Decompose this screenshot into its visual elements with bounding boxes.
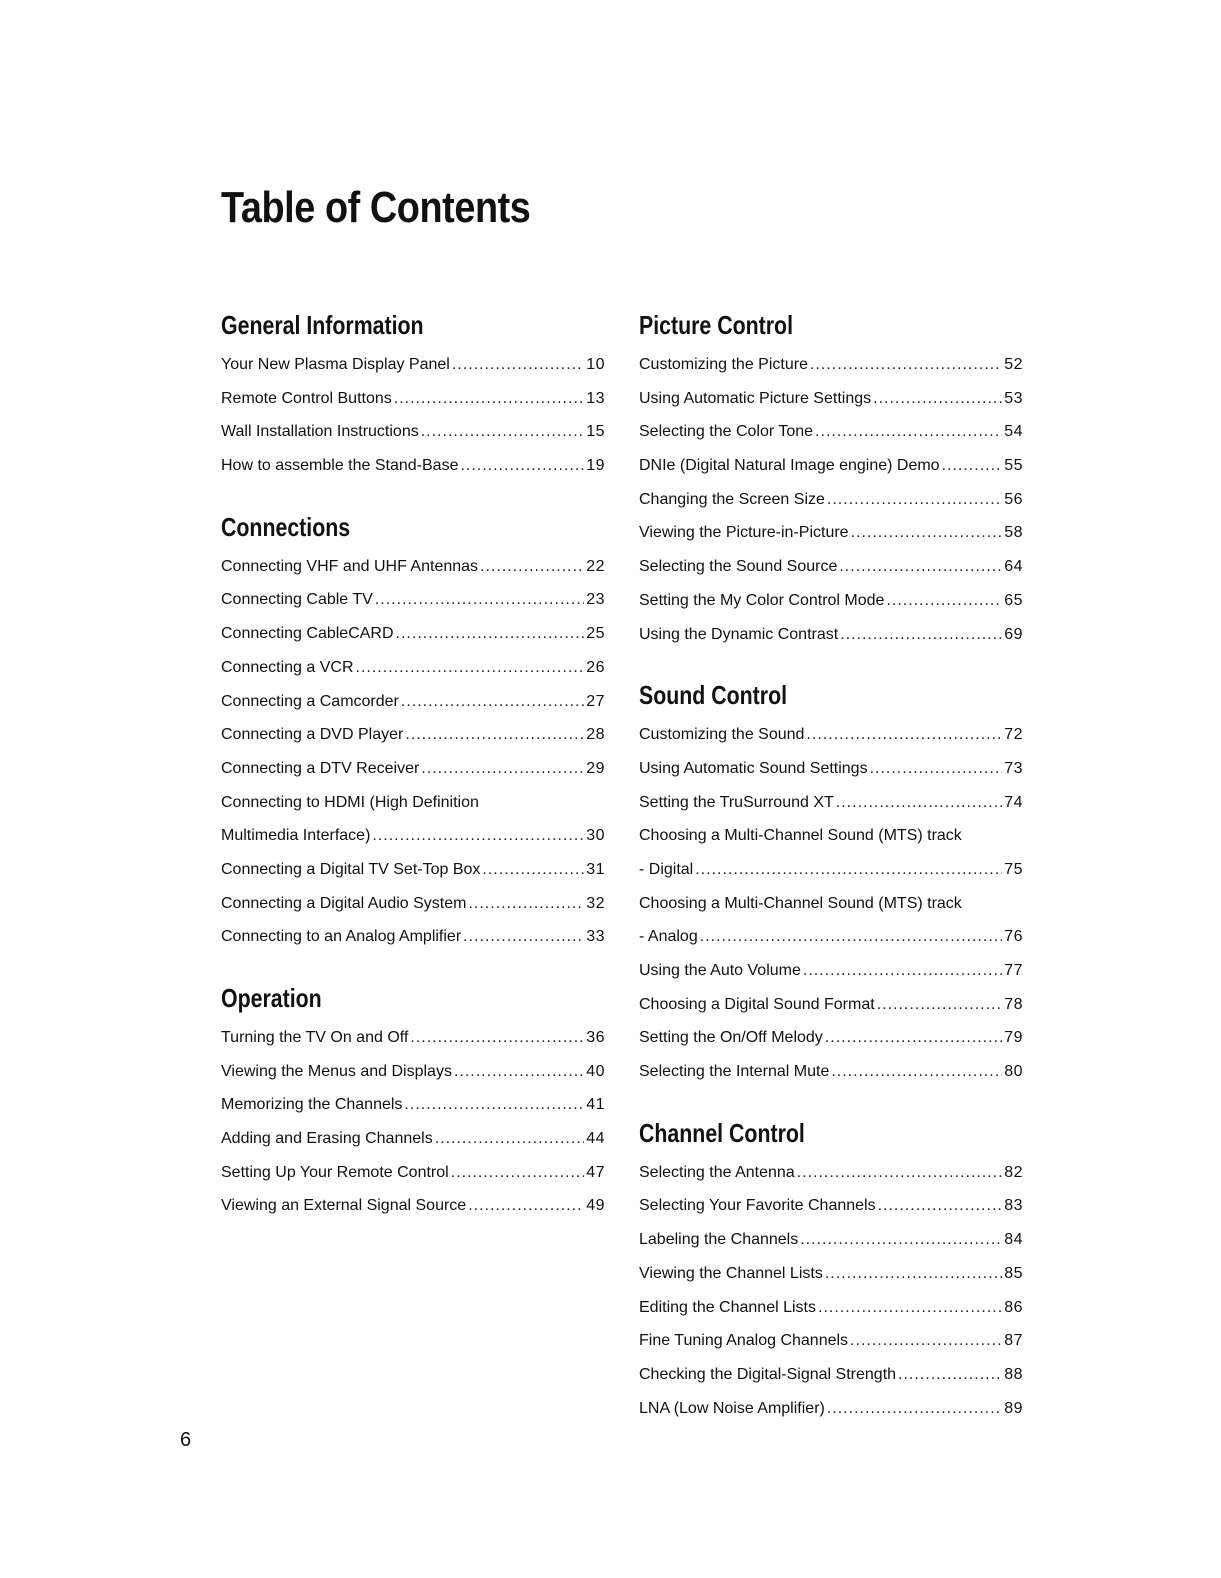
entry-page-number: 54 xyxy=(1004,423,1023,441)
toc-entry[interactable] xyxy=(639,988,1023,1022)
entry-title: Checking the Digital-Signal Strength xyxy=(639,1365,897,1383)
dot-leader xyxy=(468,1189,584,1223)
dot-leader xyxy=(421,415,584,449)
dot-leader xyxy=(404,1088,584,1122)
entry-page-number: 29 xyxy=(586,759,605,777)
dot-leader xyxy=(375,583,584,617)
dot-leader xyxy=(942,449,1003,483)
toc-entry[interactable] xyxy=(221,1189,605,1223)
entry-page-number: 40 xyxy=(586,1062,605,1080)
section-heading: Connections xyxy=(221,511,351,542)
entry-page-number: 36 xyxy=(586,1029,605,1046)
entry-continuation xyxy=(221,819,605,853)
entry-page-number: 78 xyxy=(1004,995,1023,1013)
entry-title-line: - Digital xyxy=(639,860,694,878)
toc-entry[interactable] xyxy=(639,1189,1023,1223)
entry-page-number: 32 xyxy=(586,894,605,912)
dot-leader xyxy=(421,752,584,786)
dot-leader xyxy=(482,853,584,887)
entry-title: Connecting a DTV Receiver xyxy=(221,759,420,777)
entry-page-number: 86 xyxy=(1004,1298,1023,1316)
entry-title: Viewing the Menus and Displays xyxy=(221,1062,452,1080)
toc-entry[interactable] xyxy=(639,348,1023,382)
toc-entry[interactable] xyxy=(639,752,1023,786)
entry-page-number: 85 xyxy=(1004,1264,1023,1282)
dot-leader xyxy=(886,584,1002,618)
section-heading: General Information xyxy=(221,310,424,340)
toc-entry[interactable] xyxy=(221,752,605,786)
dot-leader xyxy=(463,920,584,954)
entry-page-number: 65 xyxy=(1004,591,1023,609)
toc-entry[interactable] xyxy=(639,1291,1023,1325)
entry-page-number: 72 xyxy=(1004,726,1023,744)
dot-leader xyxy=(800,1223,1002,1257)
toc-entry[interactable] xyxy=(639,718,1023,752)
entry-page-number: 25 xyxy=(586,625,605,643)
entry-title: Connecting a VCR xyxy=(221,658,354,676)
toc-right-column xyxy=(639,303,1023,1425)
section-sound-control xyxy=(639,673,1023,1089)
entry-page-number: 41 xyxy=(586,1096,605,1114)
toc-entry[interactable] xyxy=(221,1156,605,1190)
dot-leader xyxy=(372,819,584,853)
entry-title: Viewing an External Signal Source xyxy=(221,1197,467,1215)
entry-title: Connecting a DVD Player xyxy=(221,726,404,744)
entry-title: Connecting VHF and UHF Antennas xyxy=(221,557,479,575)
entry-title: Customizing the Sound xyxy=(639,726,805,744)
toc-entry[interactable] xyxy=(639,1055,1023,1089)
entry-title: Setting the TruSurround XT xyxy=(639,793,834,811)
entry-title-line: - Analog xyxy=(639,928,698,946)
entry-page-number: 75 xyxy=(1004,860,1023,878)
toc-entry[interactable] xyxy=(639,415,1023,449)
entry-title-line: Choosing a Multi-Channel Sound (MTS) track xyxy=(639,894,962,912)
dot-leader xyxy=(877,988,1003,1022)
section-operation xyxy=(221,976,605,1223)
entry-page-number: 30 xyxy=(586,827,605,845)
toc-entry[interactable] xyxy=(221,1088,605,1122)
toc-entry[interactable] xyxy=(639,449,1023,483)
dot-leader xyxy=(356,651,585,685)
entry-page-number: 73 xyxy=(1004,759,1023,777)
entry-title: Selecting the Sound Source xyxy=(639,558,838,576)
toc-entry[interactable] xyxy=(639,483,1023,517)
toc-entry[interactable] xyxy=(639,1324,1023,1358)
section-spacer xyxy=(221,483,605,505)
dot-leader xyxy=(815,415,1002,449)
toc-entry-multiline[interactable] xyxy=(221,786,605,853)
entry-page-number: 26 xyxy=(586,658,605,676)
section-spacer xyxy=(639,1089,1023,1111)
entry-page-number: 10 xyxy=(586,356,605,373)
dot-leader xyxy=(831,1055,1002,1089)
toc-entry[interactable] xyxy=(221,1122,605,1156)
entry-page-number: 52 xyxy=(1004,356,1023,373)
entry-page-number: 69 xyxy=(1004,625,1023,643)
dot-leader xyxy=(870,752,1003,786)
entry-page-number: 87 xyxy=(1004,1332,1023,1350)
dot-leader xyxy=(695,853,1002,887)
section-heading: Channel Control xyxy=(639,1117,805,1148)
entry-page-number: 76 xyxy=(1004,928,1023,946)
toc-entry[interactable] xyxy=(639,1223,1023,1257)
entry-page-number: 33 xyxy=(586,928,605,946)
entry-title: Connecting a Digital Audio System xyxy=(221,894,467,912)
toc-entry[interactable] xyxy=(221,583,605,617)
entry-page-number: 22 xyxy=(586,557,605,575)
toc-entry[interactable] xyxy=(221,449,605,483)
dot-leader xyxy=(452,348,584,382)
entry-title: Adding and Erasing Channels xyxy=(221,1130,433,1148)
section-spacer xyxy=(221,954,605,976)
toc-entry[interactable] xyxy=(221,1055,605,1089)
toc-entry[interactable] xyxy=(221,920,605,954)
entry-page-number: 84 xyxy=(1004,1231,1023,1249)
dot-leader xyxy=(839,550,1002,584)
section-spacer xyxy=(639,651,1023,673)
entry-page-number: 31 xyxy=(586,860,605,878)
entry-title: Changing the Screen Size xyxy=(639,490,825,508)
entry-title: Fine Tuning Analog Channels xyxy=(639,1332,849,1350)
toc-entry[interactable] xyxy=(221,550,605,584)
entry-page-number: 80 xyxy=(1004,1063,1023,1081)
dot-leader xyxy=(836,786,1002,820)
section-general-information xyxy=(221,303,605,483)
entry-page-number: 74 xyxy=(1004,793,1023,811)
entry-title: Connecting CableCARD xyxy=(221,625,394,643)
entry-page-number: 49 xyxy=(586,1197,605,1215)
entry-title: Selecting the Antenna xyxy=(639,1163,795,1181)
dot-leader xyxy=(435,1122,585,1156)
toc-entry[interactable] xyxy=(221,853,605,887)
section-picture-control xyxy=(639,303,1023,651)
dot-leader xyxy=(401,685,584,719)
dot-leader xyxy=(460,449,584,483)
entry-title: Remote Control Buttons xyxy=(221,389,392,407)
dot-leader xyxy=(468,887,584,921)
entry-title: How to assemble the Stand-Base xyxy=(221,457,459,475)
dot-leader xyxy=(873,382,1002,416)
entry-title: Memorizing the Channels xyxy=(221,1096,403,1114)
dot-leader xyxy=(410,1021,584,1055)
dot-leader xyxy=(803,954,1002,988)
entry-page-number: 64 xyxy=(1004,558,1023,576)
section-heading: Picture Control xyxy=(639,310,793,340)
entry-title: Viewing the Picture-in-Picture xyxy=(639,524,849,542)
entry-page-number: 83 xyxy=(1004,1197,1023,1215)
entry-title: Labeling the Channels xyxy=(639,1231,799,1249)
entry-title: Customizing the Picture xyxy=(639,356,808,373)
entry-title: Selecting the Internal Mute xyxy=(639,1063,830,1081)
entry-page-number: 19 xyxy=(586,457,605,475)
entry-page-number: 53 xyxy=(1004,389,1023,407)
entry-page-number: 15 xyxy=(586,423,605,441)
entry-title: Connecting a Digital TV Set-Top Box xyxy=(221,860,481,878)
dot-leader xyxy=(451,1156,585,1190)
entry-title: Using Automatic Picture Settings xyxy=(639,389,872,407)
entry-title: Setting the On/Off Melody xyxy=(639,1029,823,1047)
entry-title: Selecting the Color Tone xyxy=(639,423,814,441)
toc-entry[interactable] xyxy=(221,651,605,685)
entry-title: Connecting Cable TV xyxy=(221,591,373,609)
section-heading: Operation xyxy=(221,983,322,1013)
page-number: 6 xyxy=(180,1429,192,1451)
dot-leader xyxy=(878,1189,1003,1223)
entry-continuation xyxy=(639,920,1023,954)
dot-leader xyxy=(827,1392,1002,1426)
toc-entry[interactable] xyxy=(639,584,1023,618)
entry-title: Turning the TV On and Off xyxy=(221,1029,409,1046)
entry-title: LNA (Low Noise Amplifier) xyxy=(639,1399,825,1417)
dot-leader xyxy=(396,617,585,651)
entry-title: Connecting to an Analog Amplifier xyxy=(221,928,462,946)
toc-entry[interactable] xyxy=(221,1021,605,1055)
entry-page-number: 56 xyxy=(1004,490,1023,508)
dot-leader xyxy=(898,1358,1002,1392)
section-heading: Sound Control xyxy=(639,680,788,711)
toc-entry[interactable] xyxy=(639,1156,1023,1190)
toc-entry[interactable] xyxy=(221,718,605,752)
entry-page-number: 79 xyxy=(1004,1029,1023,1047)
entry-page-number: 55 xyxy=(1004,457,1023,475)
dot-leader xyxy=(797,1156,1003,1190)
toc-entry[interactable] xyxy=(639,1021,1023,1055)
toc-entry[interactable] xyxy=(639,954,1023,988)
dot-leader xyxy=(825,1257,1002,1291)
toc-entry[interactable] xyxy=(639,1358,1023,1392)
toc-entry[interactable] xyxy=(221,415,605,449)
toc-entry-multiline[interactable] xyxy=(639,887,1023,954)
dot-leader xyxy=(825,1021,1002,1055)
toc-entry[interactable] xyxy=(221,887,605,921)
entry-page-number: 77 xyxy=(1004,962,1023,979)
entry-title: Editing the Channel Lists xyxy=(639,1298,816,1316)
dot-leader xyxy=(480,550,584,584)
entry-title: Setting the My Color Control Mode xyxy=(639,591,885,609)
entry-title: Choosing a Digital Sound Format xyxy=(639,995,875,1013)
section-connections xyxy=(221,505,605,954)
dot-leader xyxy=(454,1055,584,1089)
toc-entry[interactable] xyxy=(639,382,1023,416)
dot-leader xyxy=(700,920,1002,954)
entry-title-line: Connecting to HDMI (High Definition xyxy=(221,793,479,811)
entry-title: Connecting a Camcorder xyxy=(221,692,399,710)
dot-leader xyxy=(818,1291,1002,1325)
entry-title: Using the Dynamic Contrast xyxy=(639,625,839,643)
toc-entry[interactable] xyxy=(221,348,605,382)
entry-title: Selecting Your Favorite Channels xyxy=(639,1197,876,1215)
entry-title: Using Automatic Sound Settings xyxy=(639,759,868,777)
toc-left-column xyxy=(221,303,605,1223)
entry-page-number: 47 xyxy=(586,1163,605,1181)
dot-leader xyxy=(851,516,1003,550)
dot-leader xyxy=(850,1324,1002,1358)
page-title: Table of Contents xyxy=(221,183,531,232)
entry-title: Your New Plasma Display Panel xyxy=(221,356,450,373)
entry-page-number: 44 xyxy=(586,1130,605,1148)
toc-entry[interactable] xyxy=(639,1257,1023,1291)
toc-entry[interactable] xyxy=(639,618,1023,652)
entry-page-number: 82 xyxy=(1004,1163,1023,1181)
entry-title: DNIe (Digital Natural Image engine) Demo xyxy=(639,457,940,475)
dot-leader xyxy=(806,718,1002,752)
entry-title-line: Multimedia Interface) xyxy=(221,827,371,845)
entry-title-line: Choosing a Multi-Channel Sound (MTS) track xyxy=(639,827,962,845)
toc-entry[interactable] xyxy=(639,786,1023,820)
entry-page-number: 89 xyxy=(1004,1399,1023,1417)
entry-page-number: 58 xyxy=(1004,524,1023,542)
dot-leader xyxy=(810,348,1002,382)
toc-entry[interactable] xyxy=(639,550,1023,584)
entry-title: Viewing the Channel Lists xyxy=(639,1264,823,1282)
toc-entry[interactable] xyxy=(221,685,605,719)
toc-entry[interactable] xyxy=(221,382,605,416)
entry-page-number: 23 xyxy=(586,591,605,609)
entry-continuation xyxy=(639,853,1023,887)
entry-title: Setting Up Your Remote Control xyxy=(221,1163,449,1181)
entry-title: Wall Installation Instructions xyxy=(221,423,419,441)
toc-entry-multiline[interactable] xyxy=(639,819,1023,886)
entry-page-number: 27 xyxy=(586,692,605,710)
entry-page-number: 28 xyxy=(586,726,605,744)
toc-entry[interactable] xyxy=(639,1392,1023,1426)
dot-leader xyxy=(394,382,584,416)
toc-entry[interactable] xyxy=(221,617,605,651)
section-channel-control xyxy=(639,1111,1023,1426)
toc-entry[interactable] xyxy=(639,516,1023,550)
dot-leader xyxy=(840,618,1002,652)
entry-title: Using the Auto Volume xyxy=(639,962,801,979)
entry-page-number: 13 xyxy=(586,389,605,407)
dot-leader xyxy=(405,718,584,752)
dot-leader xyxy=(827,483,1002,517)
entry-page-number: 88 xyxy=(1004,1365,1023,1383)
